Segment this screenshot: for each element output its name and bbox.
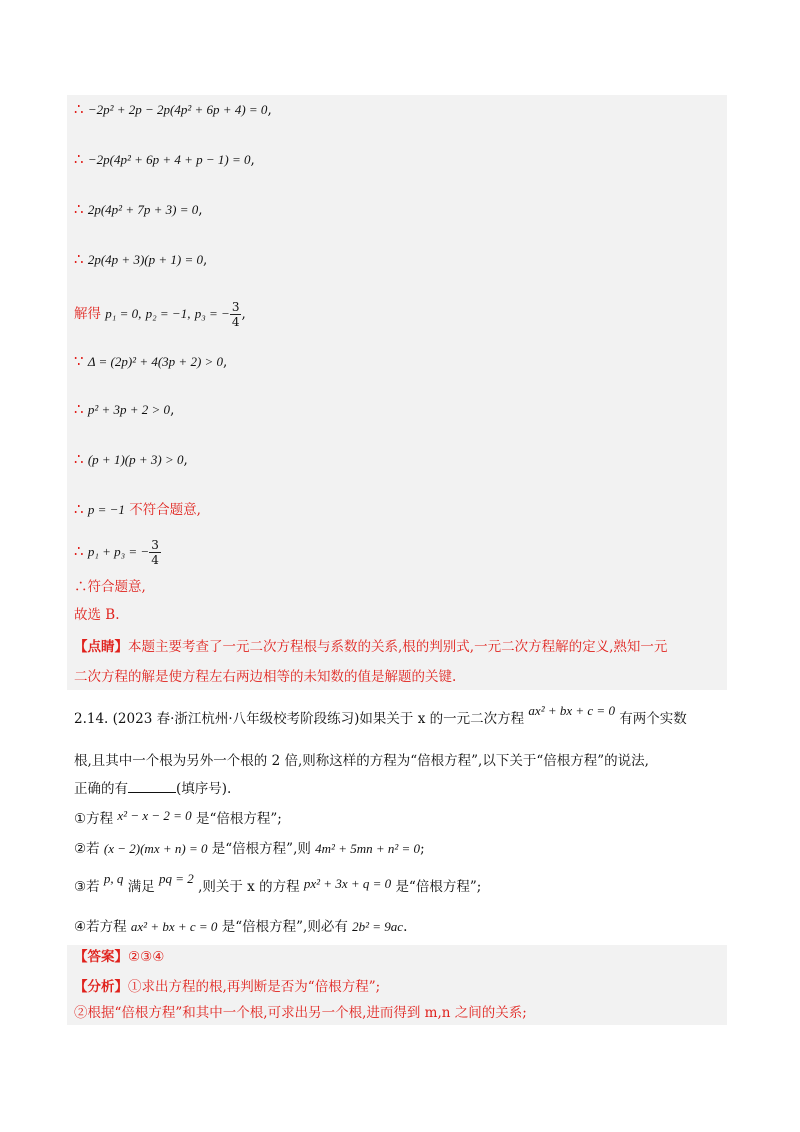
delta-line-2: ∴ p² + 3p + 2 > 0, xyxy=(74,400,175,418)
choose-line: 故选 B. xyxy=(74,607,120,623)
solution-line-1: ∴ −2p² + 2p − 2p(4p² + 6p + 4) = 0, xyxy=(74,100,272,118)
solve-roots-line: 解得 p₁ = 0, p₂ = −1, p₃ = − $\frac{3}{4}$ , xyxy=(74,300,246,329)
delta-line-3: ∴ (p + 1)(p + 3) > 0, xyxy=(74,450,188,468)
comment-line-2: 二次方程的解是使方程左右两边相等的未知数的值是解题的关键. xyxy=(74,669,457,685)
answer-line: 【答案】②③④ xyxy=(74,949,165,965)
comment-line-1: 【点睛】本题主要考查了一元二次方程根与系数的关系,根的判别式,一元二次方程解的定义,熟知一元 xyxy=(74,639,668,655)
reject-line: ∴ p = −1 不符合题意, xyxy=(74,500,201,518)
question-line-2: 根,且其中一个根为另外一个根的 2 倍,则称这样的方程为“倍根方程”,以下关于“倍根方程”的说法, xyxy=(74,753,649,769)
option-2: ②若 (x − 2)(mx + n) = 0 是“倍根方程”,则 4m² + 5mn + n² = 0; xyxy=(74,841,425,857)
conforms-line: ∴符合题意, xyxy=(74,579,146,595)
solution-line-4: ∴ 2p(4p + 3)(p + 1) = 0, xyxy=(74,250,208,268)
delta-line-1: ∵ Δ = (2p)² + 4(3p + 2) > 0, xyxy=(74,352,228,370)
solution-line-3: ∴ 2p(4p² + 7p + 3) = 0, xyxy=(74,200,203,218)
question-line-3: 正确的有 (填序号). xyxy=(74,781,232,797)
sum-line: ∴ p₁ + p₃ = − $\frac{3}{4}$ xyxy=(74,538,159,567)
option-4: ④若方程 ax² + bx + c = 0 是“倍根方程”,则必有 2b² = 9ac. xyxy=(74,919,408,935)
solution-background xyxy=(67,95,727,690)
fraction: $\frac{3}{4}$ xyxy=(231,300,240,329)
answer-blank xyxy=(128,780,176,793)
solution-line-2: ∴ −2p(4p² + 6p + 4 + p − 1) = 0, xyxy=(74,150,255,168)
fraction: $\frac{3}{4}$ xyxy=(151,538,159,567)
analysis-line-1: 【分析】①求出方程的根,再判断是否为“倍根方程”; xyxy=(74,979,381,995)
option-1: ①方程 x² − x − 2 = 0 是“倍根方程”; xyxy=(74,808,282,827)
option-3: ③若 p, q 满足 pq = 2 ,则关于 x 的方程 px² + 3x + q = 0 是“倍根方程”; xyxy=(74,871,482,895)
question-line-1: 2.14. (2023 春·浙江杭州·八年级校考阶段练习)如果关于 x 的一元二次方程 ax² + bx + c = 0 有两个实数 xyxy=(74,703,687,727)
analysis-line-2: ②根据“倍根方程”和其中一个根,可求出另一个根,进而得到 m,n 之间的关系; xyxy=(74,1005,527,1021)
